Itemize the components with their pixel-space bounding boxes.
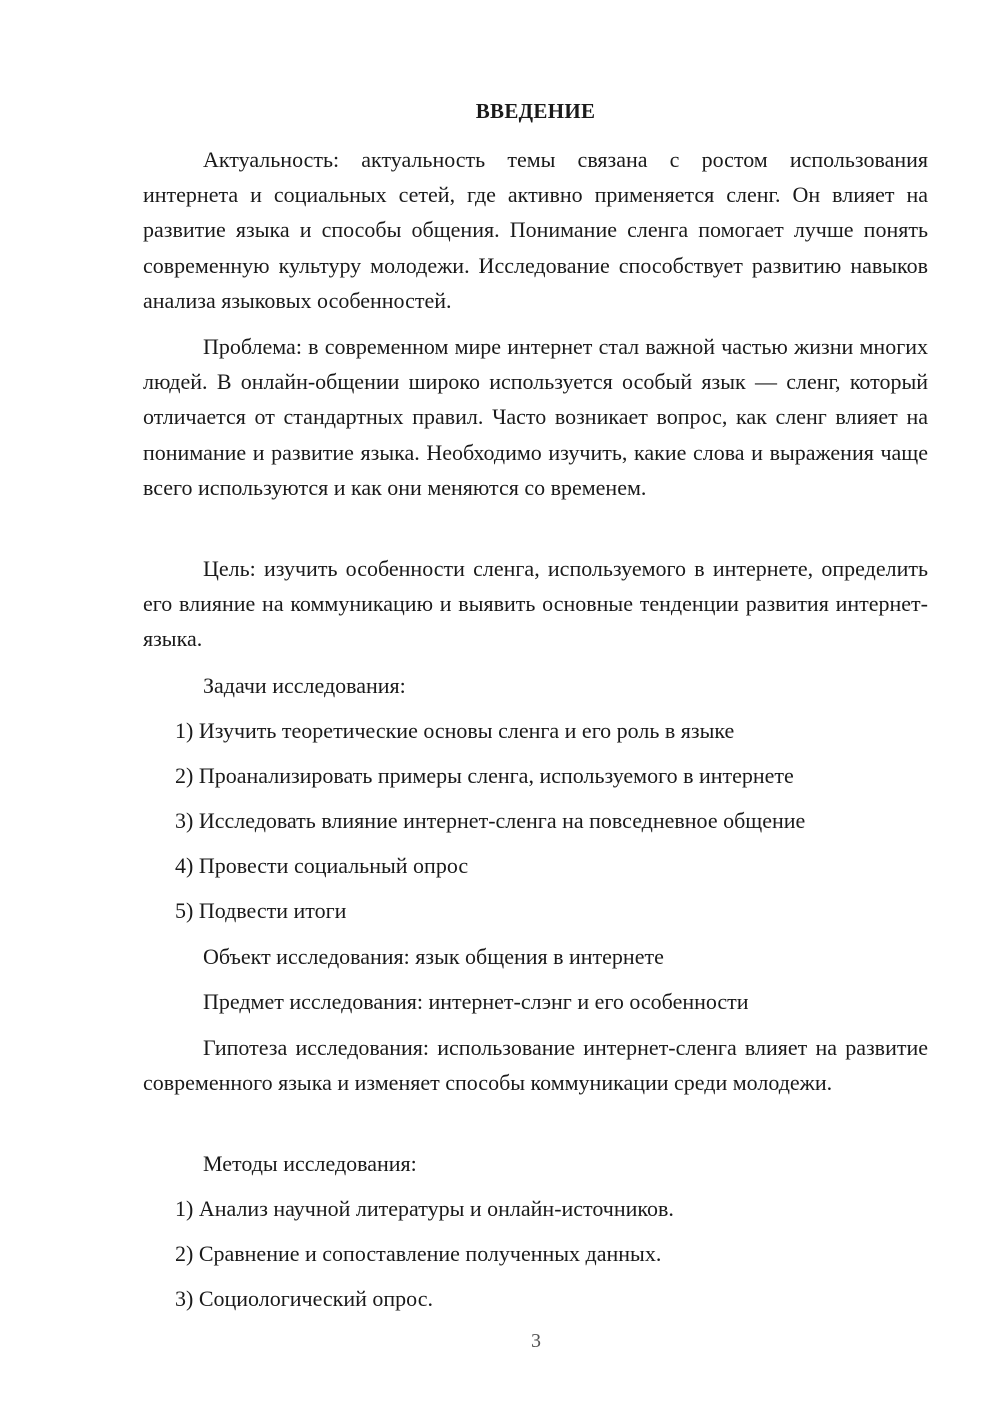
task-item: 3) Исследовать влияние интернет-сленга на повседневное общение [175,808,806,833]
section-heading: ВВЕДЕНИЕ [475,99,596,123]
tasks-title: Задачи исследования: [203,673,406,698]
task-item: 1) Изучить теоретические основы сленга и его роль в языке [175,718,735,743]
method-item: 2) Сравнение и сопоставление полученных данных. [175,1241,662,1266]
research-subject: Предмет исследования: интернет-слэнг и его особенности [203,989,749,1014]
page-number: 3 [531,1330,541,1352]
method-item: 1) Анализ научной литературы и онлайн-источников. [175,1196,674,1221]
method-item: 3) Социологический опрос. [175,1286,433,1311]
research-object: Объект исследования: язык общения в интернете [203,944,664,969]
task-item: 2) Проанализировать примеры сленга, используемого в интернете [175,763,794,788]
goal-paragraph: Цель: изучить особенности сленга, используемого в интернете, определить его влияние на коммуникацию и выявить основные тенденции развития интернет-языка. [143,556,928,652]
problem-paragraph: Проблема: в современном мире интернет стал важной частью жизни многих людей. В онлайн-общении широко используется особый язык — сленг, который отличается от стандартных правил. Часто возникает вопрос, как сленг влияет на понимание и развитие языка. Необходимо изучить, какие слова и выражения чаще всего используются и как они меняются со временем. [143,334,928,500]
task-item: 4) Провести социальный опрос [175,853,469,878]
hypothesis-paragraph: Гипотеза исследования: использование интернет-сленга влияет на развитие современного языка и изменяет способы коммуникации среди молодежи. [143,1035,928,1096]
task-item: 5) Подвести итоги [175,898,347,923]
methods-title: Методы исследования: [203,1151,417,1176]
relevance-paragraph: Актуальность: актуальность темы связана с ростом использования интернета и социальных сетей, где активно применяется сленг. Он влияет на развитие языка и способы общения. Понимание сленга помогает лучше понять современную культуру молодежи. Исследование способствует развитию навыков анализа языковых особенностей. [143,147,928,313]
